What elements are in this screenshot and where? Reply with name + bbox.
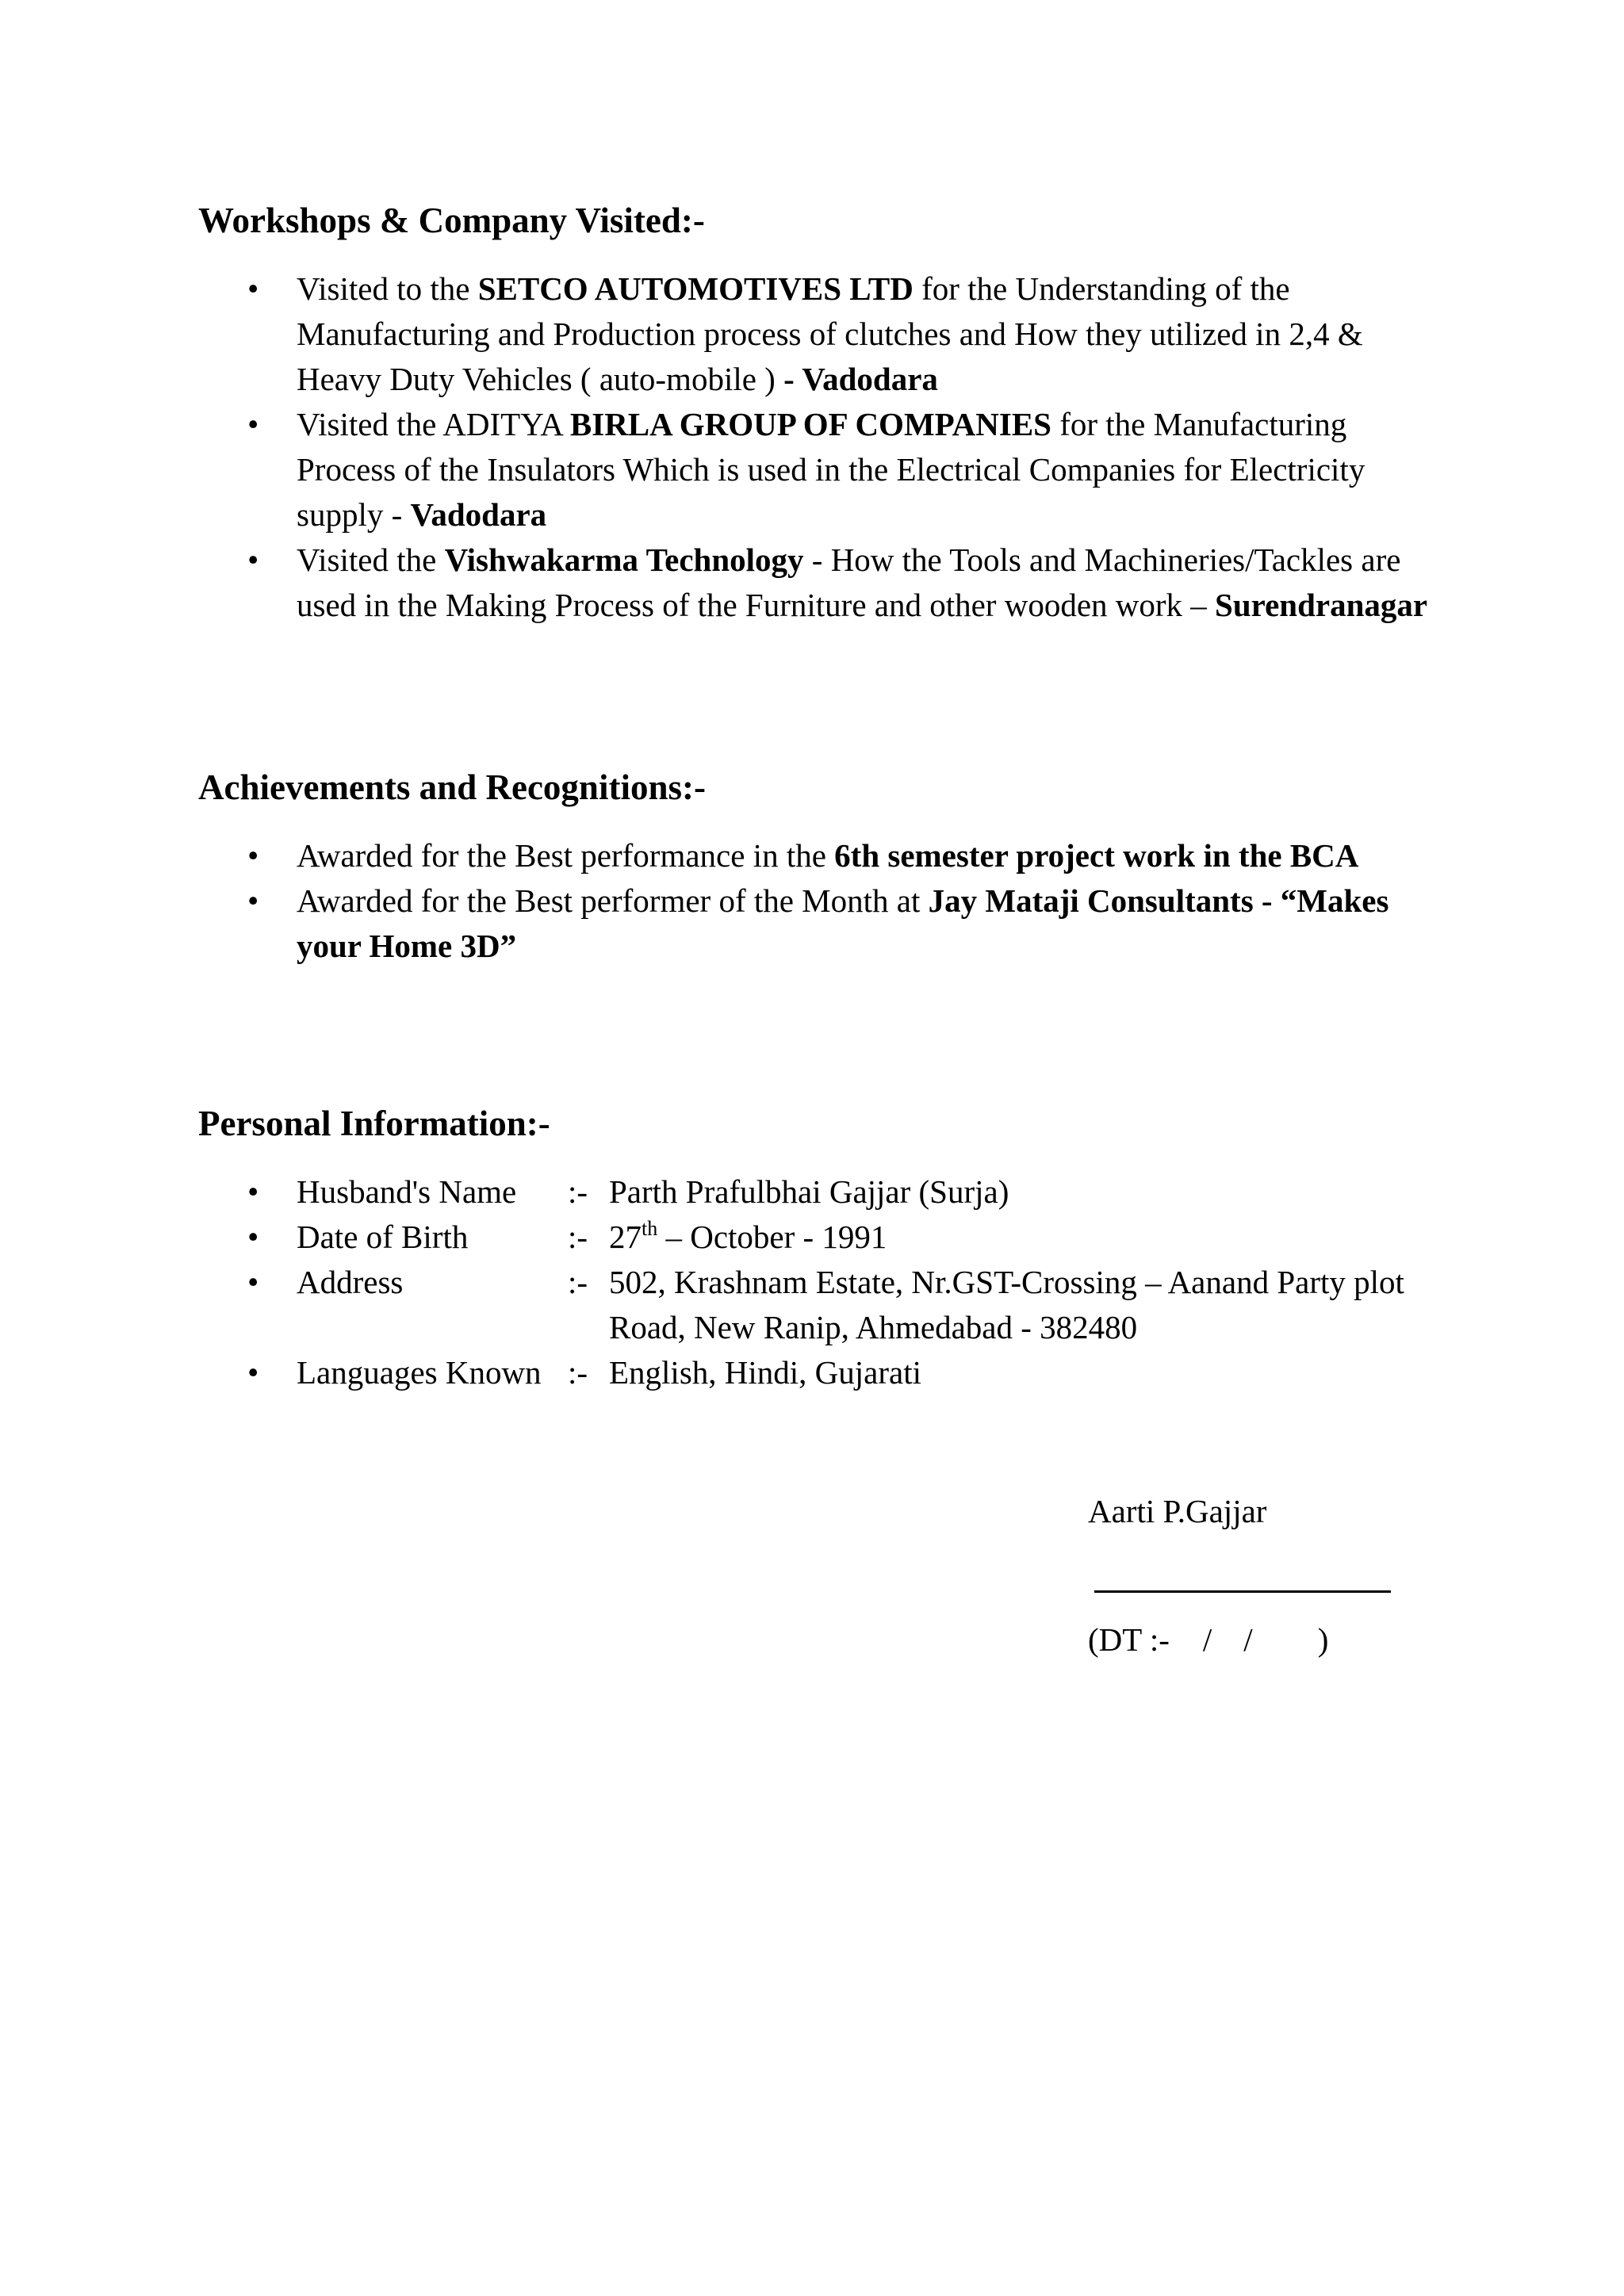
workshops-heading: Workshops & Company Visited:-	[198, 201, 705, 240]
list-item	[198, 878, 1451, 969]
signature-line	[1094, 1590, 1391, 1593]
list-item	[198, 402, 1451, 538]
dob-rest: – October - 1991	[657, 1219, 887, 1255]
list-item	[198, 1350, 1451, 1395]
list-item	[198, 833, 1451, 878]
item-text: Visited the	[297, 541, 445, 578]
signature-name: Aarti P.Gajjar	[1088, 1493, 1267, 1529]
item-text: - How the Tools and Machineries/Tackles are used in the Making Process of the Furniture and other wooden work –	[297, 541, 1401, 623]
field-value	[609, 1215, 1451, 1260]
achievement-highlight: Jay Mataji Consultants - “Makes your Home 3D”	[297, 882, 1389, 964]
bullet-icon: •	[247, 837, 259, 874]
field-label: Husband's Name	[297, 1173, 517, 1210]
bullet-icon: •	[247, 1219, 259, 1255]
list-item	[198, 538, 1451, 628]
date-sep: /	[1202, 1621, 1212, 1658]
date-open: (DT :-	[1088, 1621, 1170, 1658]
location: Vadodara	[410, 496, 547, 533]
bullet-icon: •	[247, 882, 259, 919]
dob-day: 27	[609, 1219, 642, 1255]
achievement-highlight: 6th semester project work in the BCA	[834, 837, 1359, 874]
bullet-icon: •	[247, 1354, 259, 1391]
company-name: Vishwakarma Technology	[444, 541, 804, 578]
date-close: )	[1317, 1621, 1329, 1658]
field-separator: :-	[568, 1173, 588, 1210]
item-text: for the Manufacturing Process of the Insulators Which is used in the Electrical Companies for Electricity supply -	[297, 406, 1365, 533]
company-name: BIRLA GROUP OF COMPANIES	[569, 406, 1051, 442]
item-text: Visited the ADITYA	[297, 406, 570, 442]
bullet-icon: •	[247, 1264, 259, 1300]
field-label: Date of Birth	[297, 1219, 469, 1255]
date-sep: /	[1243, 1621, 1253, 1658]
field-label: Languages Known	[297, 1354, 542, 1391]
field-separator: :-	[568, 1264, 588, 1300]
bullet-icon: •	[247, 541, 259, 578]
bullet-icon: •	[247, 270, 259, 307]
field-value: Parth Prafulbhai Gajjar (Surja)	[609, 1173, 1009, 1210]
field-label: Address	[297, 1264, 404, 1300]
personal-heading: Personal Information:-	[198, 1104, 550, 1143]
field-separator: :-	[568, 1219, 588, 1255]
item-text: Awarded for the Best performance in the	[297, 837, 835, 874]
field-value: English, Hindi, Gujarati	[609, 1354, 922, 1391]
location: - Vadodara	[783, 361, 938, 397]
list-item	[198, 1169, 1451, 1215]
list-item	[198, 1260, 1451, 1350]
company-name: SETCO AUTOMOTIVES LTD	[477, 270, 914, 307]
dob-suffix: th	[642, 1217, 658, 1240]
item-text: Awarded for the Best performer of the Month at	[297, 882, 929, 919]
signature-date	[1088, 1617, 1328, 1663]
achievements-list	[198, 833, 1451, 969]
bullet-icon: •	[247, 1173, 259, 1210]
location: Surendranagar	[1215, 587, 1428, 623]
item-text: for the Understanding of the Manufacturing and Production process of clutches and How they utilized in 2,4 & Heavy Duty Vehicles ( auto-mobile )	[297, 270, 1363, 397]
item-text: Visited to the	[297, 270, 478, 307]
list-item	[198, 266, 1451, 402]
personal-list	[198, 1169, 1451, 1395]
list-item	[198, 1215, 1451, 1260]
bullet-icon: •	[247, 406, 259, 442]
field-separator: :-	[568, 1354, 588, 1391]
workshops-list	[198, 266, 1451, 628]
achievements-heading: Achievements and Recognitions:-	[198, 767, 706, 807]
field-value: 502, Krashnam Estate, Nr.GST-Crossing – Aanand Party plot Road, New Ranip, Ahmedabad - 382480	[609, 1264, 1404, 1345]
